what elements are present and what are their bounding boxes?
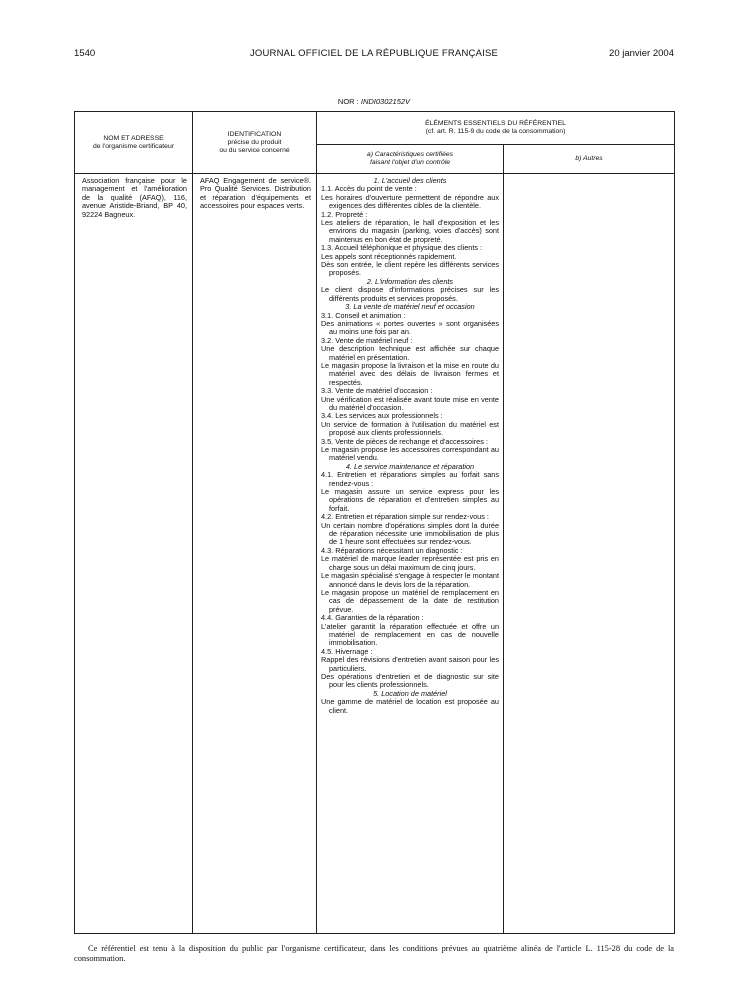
- header-subcol-a: [317, 145, 504, 174]
- footer-note: Ce référentiel est tenu à la disposition du public par l'organisme certificateur, dans les conditions prévues au quatrième alinéa de l'article L. 115-28 du code de la consommation.: [74, 944, 674, 963]
- criterion-line: 4.3. Réparations nécessitant un diagnostic :: [321, 545, 463, 555]
- criterion-line: Le magasin assure un service express pour les opérations de réparation et d'entretien simples au forfait.: [321, 487, 499, 513]
- criterion-line: 4.4. Garanties de la réparation :: [321, 613, 424, 623]
- header-elements-sub: (cf. art. R. 115-9 du code de la consommation): [425, 128, 566, 135]
- page-number: 1540: [74, 48, 96, 59]
- header-elements-title: ÉLÉMENTS ESSENTIELS DU RÉFÉRENTIEL: [425, 120, 566, 127]
- section-heading: 3. La vente de matériel neuf et occasion: [345, 302, 475, 312]
- page-header: [74, 48, 674, 62]
- section-heading: 1. L'accueil des clients: [373, 176, 447, 185]
- journal-title: JOURNAL OFFICIEL DE LA RÉPUBLIQUE FRANÇAISE: [249, 48, 499, 59]
- elements-list: [317, 174, 503, 717]
- cell-autres: [504, 174, 675, 934]
- header-organisme: [75, 112, 193, 174]
- nor-reference: [0, 97, 748, 106]
- criterion-line: 4.5. Hivernage :: [321, 646, 373, 656]
- criterion-line: Le matériel de marque leader représentée est pris en charge sous un délai maximum de cinq jours.: [321, 554, 499, 572]
- subcol-a-line1: a) Caractéristiques certifiées: [366, 151, 454, 158]
- cell-identification: [193, 174, 317, 934]
- criterion-line: Une vérification est réalisée avant toute mise en vente du matériel d'occasion.: [321, 394, 499, 412]
- nor-label: NOR :: [337, 97, 359, 106]
- criterion-line: Une gamme de matériel de location est proposée au client.: [321, 697, 499, 715]
- identification-text: AFAQ Engagement de service®. Pro Qualité Services. Distribution et réparation d'équipements et accessoires pour espaces verts.: [200, 176, 311, 211]
- section-heading: 2. L'information des clients: [366, 276, 454, 286]
- section-heading: 5. Location de matériel: [373, 688, 447, 698]
- criterion-line: Rappel des révisions d'entretien avant saison pour les particuliers.: [321, 655, 499, 673]
- criterion-line: Le magasin propose la livraison et la mise en route du matériel avec des délais de livraison fermes et respectés.: [321, 360, 499, 387]
- criterion-line: Les ateliers de réparation, le hall d'exposition et les environs du magasin (parking, voies d'accès) sont maintenus en bon état de propreté.: [321, 218, 499, 244]
- header-identification-title: IDENTIFICATION: [227, 130, 282, 138]
- criterion-line: Un service de formation à l'utilisation du matériel est proposé aux clients professionnels.: [321, 419, 499, 438]
- nor-code: INDI0302152V: [360, 97, 411, 106]
- header-elements: [317, 112, 675, 145]
- criterion-line: 3.1. Conseil et animation :: [321, 310, 406, 320]
- publication-date: 20 janvier 2004: [609, 48, 674, 59]
- header-identification-sub1: précise du produit: [227, 138, 282, 146]
- criterion-line: 3.2. Vente de matériel neuf :: [321, 335, 413, 345]
- cell-elements: [317, 174, 504, 934]
- criterion-line: 1.2. Propreté :: [321, 209, 368, 219]
- header-identification-sub2: ou du service concerné: [219, 146, 290, 154]
- criterion-line: 1.1. Accès du point de vente :: [321, 184, 417, 194]
- header-identification: [193, 112, 317, 174]
- subcol-b-label: b) Autres: [575, 155, 603, 162]
- criterion-line: 1.3. Accueil téléphonique et physique des clients :: [321, 243, 483, 253]
- referentiel-table: [74, 111, 675, 934]
- criterion-line: 3.5. Vente de pièces de rechange et d'accessoires :: [321, 436, 488, 446]
- criterion-line: Une description technique est affichée sur chaque matériel en présentation.: [321, 344, 499, 362]
- header-organisme-title: NOM ET ADRESSE: [103, 134, 164, 142]
- criterion-line: Les appels sont réceptionnés rapidement.: [321, 251, 457, 261]
- criterion-line: L'atelier garantit la réparation effectuée et offre un matériel de remplacement en cas de nouvelle immobilisation.: [321, 621, 499, 648]
- header-organisme-sub: de l'organisme certificateur: [92, 142, 174, 150]
- criterion-line: Dès son entrée, le client repère les différents services proposés.: [321, 260, 499, 278]
- criterion-line: Le magasin spécialisé s'engage à respecter le montant annoncé dans le devis lors de la réparation.: [321, 571, 499, 589]
- criterion-line: 4.2. Entretien et réparation simple sur rendez-vous :: [321, 512, 489, 522]
- header-subcol-b: [504, 145, 675, 174]
- criterion-line: 3.3. Vente de matériel d'occasion :: [321, 386, 433, 396]
- autres-text: [504, 174, 674, 179]
- subcol-a-line2: faisant l'objet d'un contrôle: [369, 159, 451, 166]
- criterion-line: Le magasin propose un matériel de remplacement en cas de dépassement de la date de restitution prévue.: [321, 587, 499, 614]
- criterion-line: Des opérations d'entretien et de diagnostic sur site pour les clients professionnels.: [321, 671, 499, 690]
- criterion-line: Des animations « portes ouvertes » sont organisées au moins une fois par an.: [321, 318, 499, 337]
- section-heading: 4. Le service maintenance et réparation: [345, 461, 475, 471]
- criterion-line: Le client dispose d'informations précises sur les différents produits et services proposés.: [321, 285, 499, 303]
- criterion-line: Les horaires d'ouverture permettent de répondre aux exigences des différentes cibles de la clientèle.: [321, 192, 499, 211]
- criterion-line: Le magasin propose les accessoires correspondant au matériel vendu.: [321, 445, 499, 463]
- criterion-line: Un certain nombre d'opérations simples dont la durée de réparation nécessite une immobilisation de plus de 1 heure sont effectuées sur rendez-vous.: [321, 520, 499, 547]
- cell-organisme: [75, 174, 193, 934]
- organisme-text: Association française pour le management et l'amélioration de la qualité (AFAQ), 116, avenue Aristide-Briand, BP 40, 92224 Bagneux.: [82, 176, 187, 219]
- criterion-line: 3.4. Les services aux professionnels :: [321, 411, 443, 421]
- criterion-line: 4.1. Entretien et réparations simples au forfait sans rendez-vous :: [321, 470, 499, 488]
